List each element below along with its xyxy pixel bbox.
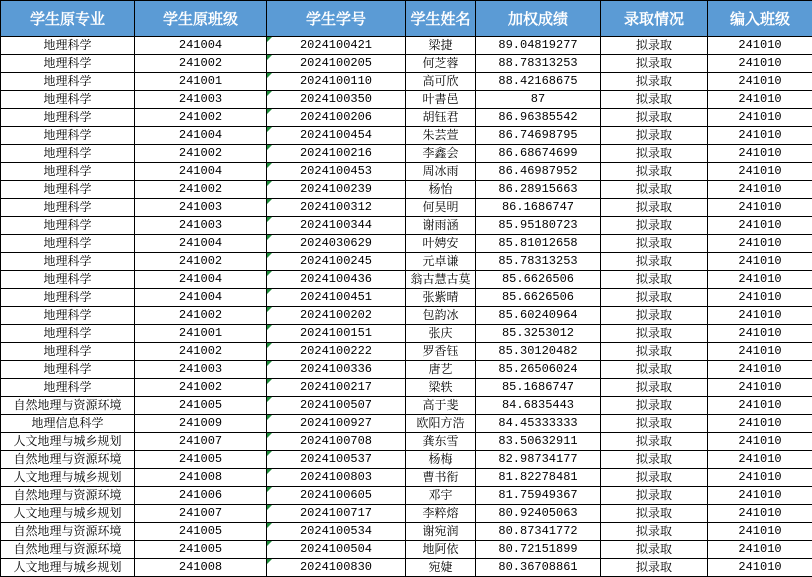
student-id-cell[interactable]: 2024100222 <box>267 343 406 361</box>
class-cell[interactable]: 241005 <box>135 523 267 541</box>
major-cell[interactable]: 地理科学 <box>1 199 135 217</box>
class-cell[interactable]: 241004 <box>135 37 267 55</box>
new-class-cell[interactable]: 241010 <box>708 379 812 397</box>
class-cell[interactable]: 241004 <box>135 163 267 181</box>
major-cell[interactable]: 地理信息科学 <box>1 415 135 433</box>
header-cell-major[interactable]: 学生原专业 <box>1 1 135 37</box>
new-class-cell[interactable]: 241010 <box>708 397 812 415</box>
new-class-cell[interactable]: 241010 <box>708 91 812 109</box>
status-cell[interactable]: 拟录取 <box>601 235 708 253</box>
major-cell[interactable]: 地理科学 <box>1 343 135 361</box>
table-row <box>1 361 812 379</box>
student-id-cell[interactable]: 2024100350 <box>267 91 406 109</box>
score-cell[interactable]: 85.81012658 <box>476 235 601 253</box>
new-class-cell[interactable]: 241010 <box>708 55 812 73</box>
status-cell[interactable]: 拟录取 <box>601 217 708 235</box>
table-row <box>1 397 812 415</box>
new-class-cell[interactable]: 241010 <box>708 181 812 199</box>
name-cell[interactable]: 元卓谦 <box>406 253 476 271</box>
new-class-cell[interactable]: 241010 <box>708 523 812 541</box>
student-id-cell[interactable]: 2024100206 <box>267 109 406 127</box>
score-cell[interactable]: 85.26506024 <box>476 361 601 379</box>
new-class-cell[interactable]: 241010 <box>708 145 812 163</box>
status-cell[interactable]: 拟录取 <box>601 199 708 217</box>
name-cell[interactable]: 宛婕 <box>406 559 476 577</box>
major-cell[interactable]: 人文地理与城乡规划 <box>1 559 135 577</box>
score-cell[interactable]: 80.92405063 <box>476 505 601 523</box>
major-cell[interactable]: 自然地理与资源环境 <box>1 541 135 559</box>
major-cell[interactable]: 地理科学 <box>1 289 135 307</box>
major-cell[interactable]: 地理科学 <box>1 55 135 73</box>
student-id-cell[interactable]: 2024100151 <box>267 325 406 343</box>
status-cell[interactable]: 拟录取 <box>601 325 708 343</box>
table-row <box>1 559 812 577</box>
score-cell[interactable]: 80.87341772 <box>476 523 601 541</box>
table-row <box>1 541 812 559</box>
name-cell[interactable]: 张庆 <box>406 325 476 343</box>
major-cell[interactable]: 自然地理与资源环境 <box>1 397 135 415</box>
class-cell[interactable]: 241008 <box>135 559 267 577</box>
major-cell[interactable]: 地理科学 <box>1 73 135 91</box>
major-cell[interactable]: 人文地理与城乡规划 <box>1 505 135 523</box>
major-cell[interactable]: 地理科学 <box>1 163 135 181</box>
student-id-cell[interactable]: 2024100436 <box>267 271 406 289</box>
new-class-cell[interactable]: 241010 <box>708 541 812 559</box>
score-cell[interactable]: 87 <box>476 91 601 109</box>
class-cell[interactable]: 241002 <box>135 55 267 73</box>
name-cell[interactable]: 罗香钰 <box>406 343 476 361</box>
table-row <box>1 307 812 325</box>
student-id-cell[interactable]: 2024100421 <box>267 37 406 55</box>
class-cell[interactable]: 241002 <box>135 253 267 271</box>
new-class-cell[interactable]: 241010 <box>708 487 812 505</box>
name-cell[interactable]: 唐艺 <box>406 361 476 379</box>
name-cell[interactable]: 曹书衔 <box>406 469 476 487</box>
student-id-cell[interactable]: 2024100453 <box>267 163 406 181</box>
class-cell[interactable]: 241005 <box>135 451 267 469</box>
score-cell[interactable]: 85.78313253 <box>476 253 601 271</box>
student-id-cell[interactable]: 2024030629 <box>267 235 406 253</box>
name-cell[interactable]: 朱芸萱 <box>406 127 476 145</box>
table-row <box>1 37 812 55</box>
table-row <box>1 91 812 109</box>
student-id-cell[interactable]: 2024100239 <box>267 181 406 199</box>
major-cell[interactable]: 地理科学 <box>1 181 135 199</box>
score-cell[interactable]: 81.75949367 <box>476 487 601 505</box>
student-id-cell[interactable]: 2024100451 <box>267 289 406 307</box>
name-cell[interactable]: 高于斐 <box>406 397 476 415</box>
student-id-cell[interactable]: 2024100205 <box>267 55 406 73</box>
header-row <box>1 1 812 37</box>
major-cell[interactable]: 地理科学 <box>1 379 135 397</box>
class-cell[interactable]: 241002 <box>135 145 267 163</box>
class-cell[interactable]: 241006 <box>135 487 267 505</box>
score-cell[interactable]: 84.6835443 <box>476 397 601 415</box>
table-row <box>1 433 812 451</box>
table-row <box>1 271 812 289</box>
major-cell[interactable]: 地理科学 <box>1 361 135 379</box>
name-cell[interactable]: 叶書邑 <box>406 91 476 109</box>
status-cell[interactable]: 拟录取 <box>601 379 708 397</box>
student-id-cell[interactable]: 2024100110 <box>267 73 406 91</box>
table-row <box>1 217 812 235</box>
class-cell[interactable]: 241003 <box>135 217 267 235</box>
new-class-cell[interactable]: 241010 <box>708 361 812 379</box>
name-cell[interactable]: 高可欣 <box>406 73 476 91</box>
status-cell[interactable]: 拟录取 <box>601 541 708 559</box>
major-cell[interactable]: 自然地理与资源环境 <box>1 487 135 505</box>
name-cell[interactable]: 龚东雪 <box>406 433 476 451</box>
status-cell[interactable]: 拟录取 <box>601 433 708 451</box>
status-cell[interactable]: 拟录取 <box>601 73 708 91</box>
header-cell-status[interactable]: 录取情况 <box>601 1 708 37</box>
name-cell[interactable]: 周冰雨 <box>406 163 476 181</box>
name-cell[interactable]: 梁捷 <box>406 37 476 55</box>
table-body <box>1 37 812 577</box>
score-cell[interactable]: 85.60240964 <box>476 307 601 325</box>
new-class-cell[interactable]: 241010 <box>708 73 812 91</box>
status-cell[interactable]: 拟录取 <box>601 361 708 379</box>
status-cell[interactable]: 拟录取 <box>601 55 708 73</box>
table-row <box>1 73 812 91</box>
score-cell[interactable]: 86.68674699 <box>476 145 601 163</box>
new-class-cell[interactable]: 241010 <box>708 433 812 451</box>
status-cell[interactable]: 拟录取 <box>601 145 708 163</box>
table-row <box>1 451 812 469</box>
new-class-cell[interactable]: 241010 <box>708 559 812 577</box>
name-cell[interactable]: 包韵冰 <box>406 307 476 325</box>
table-row <box>1 109 812 127</box>
major-cell[interactable]: 地理科学 <box>1 325 135 343</box>
status-cell[interactable]: 拟录取 <box>601 415 708 433</box>
score-cell[interactable]: 88.78313253 <box>476 55 601 73</box>
name-cell[interactable]: 地阿依 <box>406 541 476 559</box>
name-cell[interactable]: 梁轶 <box>406 379 476 397</box>
table-row <box>1 523 812 541</box>
table-row <box>1 487 812 505</box>
score-cell[interactable]: 85.30120482 <box>476 343 601 361</box>
table-row <box>1 289 812 307</box>
name-cell[interactable]: 叶娉安 <box>406 235 476 253</box>
name-cell[interactable]: 张紫晴 <box>406 289 476 307</box>
status-cell[interactable]: 拟录取 <box>601 37 708 55</box>
name-cell[interactable]: 何昊明 <box>406 199 476 217</box>
class-cell[interactable]: 241009 <box>135 415 267 433</box>
student-id-cell[interactable]: 2024100245 <box>267 253 406 271</box>
student-id-cell[interactable]: 2024100336 <box>267 361 406 379</box>
name-cell[interactable]: 谢雨涵 <box>406 217 476 235</box>
new-class-cell[interactable]: 241010 <box>708 217 812 235</box>
class-cell[interactable]: 241007 <box>135 433 267 451</box>
name-cell[interactable]: 胡钰君 <box>406 109 476 127</box>
score-cell[interactable]: 84.45333333 <box>476 415 601 433</box>
status-cell[interactable]: 拟录取 <box>601 469 708 487</box>
student-id-cell[interactable]: 2024100312 <box>267 199 406 217</box>
score-cell[interactable]: 82.98734177 <box>476 451 601 469</box>
student-id-cell[interactable]: 2024100830 <box>267 559 406 577</box>
major-cell[interactable]: 人文地理与城乡规划 <box>1 469 135 487</box>
status-cell[interactable]: 拟录取 <box>601 343 708 361</box>
score-cell[interactable]: 86.28915663 <box>476 181 601 199</box>
student-id-cell[interactable]: 2024100454 <box>267 127 406 145</box>
new-class-cell[interactable]: 241010 <box>708 451 812 469</box>
class-cell[interactable]: 241002 <box>135 181 267 199</box>
score-cell[interactable]: 86.46987952 <box>476 163 601 181</box>
status-cell[interactable]: 拟录取 <box>601 91 708 109</box>
status-cell[interactable]: 拟录取 <box>601 523 708 541</box>
table-row <box>1 379 812 397</box>
class-cell[interactable]: 241001 <box>135 73 267 91</box>
class-cell[interactable]: 241003 <box>135 199 267 217</box>
name-cell[interactable]: 邓宇 <box>406 487 476 505</box>
class-cell[interactable]: 241005 <box>135 397 267 415</box>
student-id-cell[interactable]: 2024100803 <box>267 469 406 487</box>
class-cell[interactable]: 241005 <box>135 541 267 559</box>
table-row <box>1 343 812 361</box>
major-cell[interactable]: 自然地理与资源环境 <box>1 451 135 469</box>
header-cell-class[interactable]: 学生原班级 <box>135 1 267 37</box>
score-cell[interactable]: 85.1686747 <box>476 379 601 397</box>
name-cell[interactable]: 李粹熔 <box>406 505 476 523</box>
student-id-cell[interactable]: 2024100927 <box>267 415 406 433</box>
status-cell[interactable]: 拟录取 <box>601 487 708 505</box>
student-id-cell[interactable]: 2024100507 <box>267 397 406 415</box>
score-cell[interactable]: 83.50632911 <box>476 433 601 451</box>
status-cell[interactable]: 拟录取 <box>601 253 708 271</box>
student-id-cell[interactable]: 2024100534 <box>267 523 406 541</box>
student-id-cell[interactable]: 2024100217 <box>267 379 406 397</box>
status-cell[interactable]: 拟录取 <box>601 163 708 181</box>
status-cell[interactable]: 拟录取 <box>601 307 708 325</box>
major-cell[interactable]: 自然地理与资源环境 <box>1 523 135 541</box>
major-cell[interactable]: 地理科学 <box>1 271 135 289</box>
name-cell[interactable]: 翁古慧古莫 <box>406 271 476 289</box>
table-row <box>1 199 812 217</box>
class-cell[interactable]: 241007 <box>135 505 267 523</box>
major-cell[interactable]: 地理科学 <box>1 109 135 127</box>
new-class-cell[interactable]: 241010 <box>708 343 812 361</box>
score-cell[interactable]: 80.72151899 <box>476 541 601 559</box>
class-cell[interactable]: 241004 <box>135 127 267 145</box>
new-class-cell[interactable]: 241010 <box>708 109 812 127</box>
status-cell[interactable]: 拟录取 <box>601 271 708 289</box>
student-id-cell[interactable]: 2024100537 <box>267 451 406 469</box>
score-cell[interactable]: 85.6626506 <box>476 271 601 289</box>
table-row <box>1 235 812 253</box>
student-id-cell[interactable]: 2024100708 <box>267 433 406 451</box>
new-class-cell[interactable]: 241010 <box>708 307 812 325</box>
class-cell[interactable]: 241002 <box>135 307 267 325</box>
status-cell[interactable]: 拟录取 <box>601 559 708 577</box>
status-cell[interactable]: 拟录取 <box>601 397 708 415</box>
header-cell-new-class[interactable]: 编入班级 <box>708 1 812 37</box>
table-row <box>1 163 812 181</box>
new-class-cell[interactable]: 241010 <box>708 271 812 289</box>
header-cell-student-id[interactable]: 学生学号 <box>267 1 406 37</box>
name-cell[interactable]: 谢宛润 <box>406 523 476 541</box>
class-cell[interactable]: 241003 <box>135 91 267 109</box>
table-row <box>1 469 812 487</box>
score-cell[interactable]: 88.42168675 <box>476 73 601 91</box>
major-cell[interactable]: 地理科学 <box>1 253 135 271</box>
student-id-cell[interactable]: 2024100717 <box>267 505 406 523</box>
table-row <box>1 181 812 199</box>
table-row <box>1 127 812 145</box>
score-cell[interactable]: 80.36708861 <box>476 559 601 577</box>
major-cell[interactable]: 地理科学 <box>1 91 135 109</box>
score-cell[interactable]: 86.96385542 <box>476 109 601 127</box>
class-cell[interactable]: 241001 <box>135 325 267 343</box>
class-cell[interactable]: 241004 <box>135 289 267 307</box>
class-cell[interactable]: 241002 <box>135 379 267 397</box>
header-cell-name[interactable]: 学生姓名 <box>406 1 476 37</box>
score-cell[interactable]: 86.1686747 <box>476 199 601 217</box>
table-row <box>1 325 812 343</box>
status-cell[interactable]: 拟录取 <box>601 127 708 145</box>
new-class-cell[interactable]: 241010 <box>708 37 812 55</box>
name-cell[interactable]: 李鑫会 <box>406 145 476 163</box>
major-cell[interactable]: 地理科学 <box>1 307 135 325</box>
new-class-cell[interactable]: 241010 <box>708 163 812 181</box>
status-cell[interactable]: 拟录取 <box>601 181 708 199</box>
status-cell[interactable]: 拟录取 <box>601 505 708 523</box>
student-id-cell[interactable]: 2024100202 <box>267 307 406 325</box>
new-class-cell[interactable]: 241010 <box>708 325 812 343</box>
new-class-cell[interactable]: 241010 <box>708 235 812 253</box>
score-cell[interactable]: 85.6626506 <box>476 289 601 307</box>
score-cell[interactable]: 81.82278481 <box>476 469 601 487</box>
table-row <box>1 55 812 73</box>
score-cell[interactable]: 89.04819277 <box>476 37 601 55</box>
new-class-cell[interactable]: 241010 <box>708 127 812 145</box>
score-cell[interactable]: 86.74698795 <box>476 127 601 145</box>
new-class-cell[interactable]: 241010 <box>708 199 812 217</box>
table-row <box>1 253 812 271</box>
class-cell[interactable]: 241004 <box>135 271 267 289</box>
table-row <box>1 505 812 523</box>
table-row <box>1 415 812 433</box>
status-cell[interactable]: 拟录取 <box>601 289 708 307</box>
major-cell[interactable]: 人文地理与城乡规划 <box>1 433 135 451</box>
new-class-cell[interactable]: 241010 <box>708 415 812 433</box>
class-cell[interactable]: 241002 <box>135 109 267 127</box>
class-cell[interactable]: 241003 <box>135 361 267 379</box>
major-cell[interactable]: 地理科学 <box>1 127 135 145</box>
name-cell[interactable]: 杨怡 <box>406 181 476 199</box>
status-cell[interactable]: 拟录取 <box>601 109 708 127</box>
major-cell[interactable]: 地理科学 <box>1 217 135 235</box>
name-cell[interactable]: 杨梅 <box>406 451 476 469</box>
student-id-cell[interactable]: 2024100504 <box>267 541 406 559</box>
major-cell[interactable]: 地理科学 <box>1 37 135 55</box>
major-cell[interactable]: 地理科学 <box>1 145 135 163</box>
major-cell[interactable]: 地理科学 <box>1 235 135 253</box>
header-cell-score[interactable]: 加权成绩 <box>476 1 601 37</box>
new-class-cell[interactable]: 241010 <box>708 289 812 307</box>
student-id-cell[interactable]: 2024100216 <box>267 145 406 163</box>
score-cell[interactable]: 85.3253012 <box>476 325 601 343</box>
new-class-cell[interactable]: 241010 <box>708 469 812 487</box>
student-id-cell[interactable]: 2024100344 <box>267 217 406 235</box>
name-cell[interactable]: 何芝蓉 <box>406 55 476 73</box>
new-class-cell[interactable]: 241010 <box>708 505 812 523</box>
table-row <box>1 145 812 163</box>
score-cell[interactable]: 85.95180723 <box>476 217 601 235</box>
class-cell[interactable]: 241004 <box>135 235 267 253</box>
name-cell[interactable]: 欧阳方浩 <box>406 415 476 433</box>
student-id-cell[interactable]: 2024100605 <box>267 487 406 505</box>
new-class-cell[interactable]: 241010 <box>708 253 812 271</box>
status-cell[interactable]: 拟录取 <box>601 451 708 469</box>
class-cell[interactable]: 241008 <box>135 469 267 487</box>
class-cell[interactable]: 241002 <box>135 343 267 361</box>
